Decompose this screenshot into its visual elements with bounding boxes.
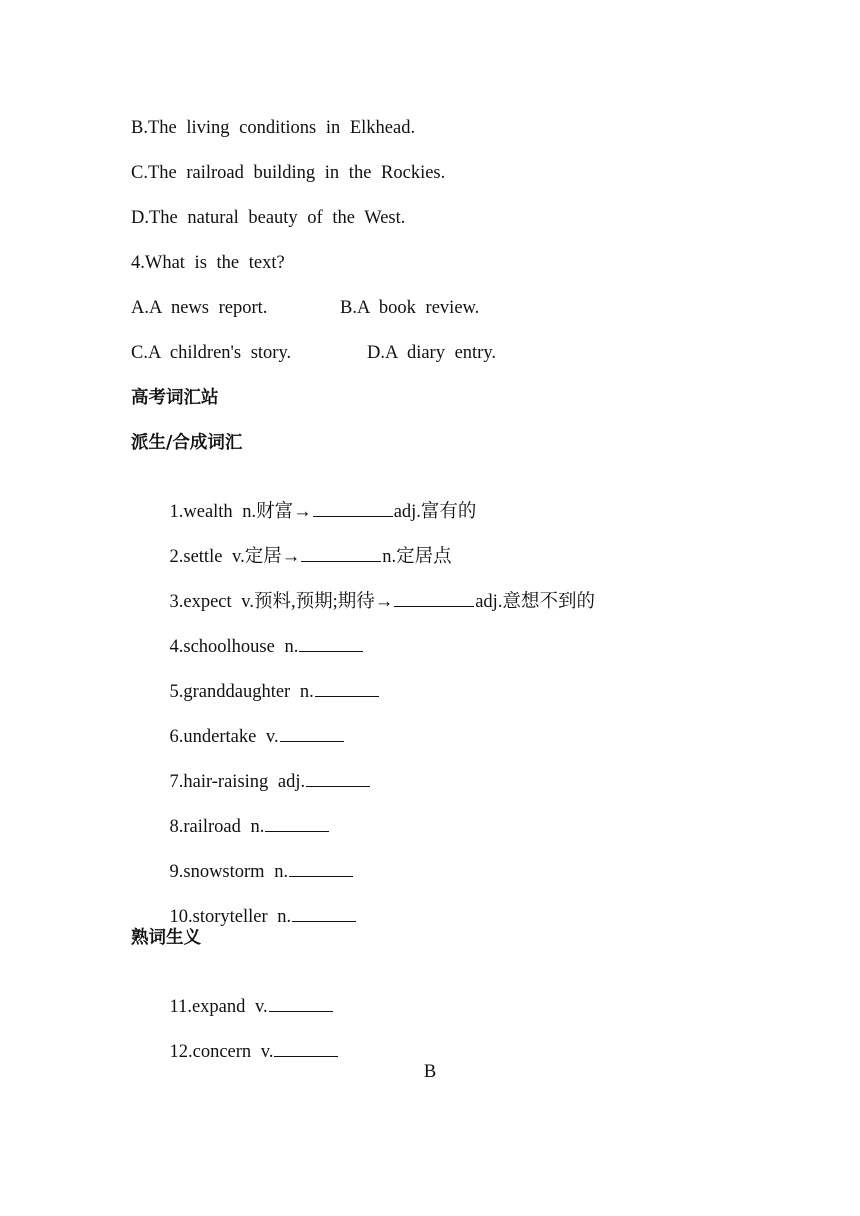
answer-blank[interactable] bbox=[313, 500, 393, 517]
answer-blank[interactable] bbox=[289, 860, 353, 877]
vocab-item-prompt: 5.granddaughter n. bbox=[169, 682, 314, 702]
answer-blank[interactable] bbox=[394, 590, 474, 607]
q4-option-c: C.A children's story. bbox=[131, 343, 292, 363]
vocab-item-prompt: 11.expand v. bbox=[169, 997, 268, 1017]
vocab-item-prompt: 1.wealth n.财富→ bbox=[169, 502, 312, 522]
q3-option-b: B.The living conditions in Elkhead. bbox=[131, 118, 416, 138]
vocab-item-prompt: 8.railroad n. bbox=[169, 817, 265, 837]
answer-blank[interactable] bbox=[315, 680, 379, 697]
vocab-item-prompt: 3.expect v.预料,预期;期待→ bbox=[169, 592, 394, 612]
subsection-title-derived: 派生/合成词汇 bbox=[131, 433, 243, 453]
vocab-item-prompt: 4.schoolhouse n. bbox=[169, 637, 299, 657]
answer-blank[interactable] bbox=[292, 905, 356, 922]
q4-option-b: B.A book review. bbox=[340, 298, 480, 318]
q3-option-c: C.The railroad building in the Rockies. bbox=[131, 163, 446, 183]
answer-blank[interactable] bbox=[274, 1040, 338, 1057]
answer-blank[interactable] bbox=[280, 725, 344, 742]
answer-blank[interactable] bbox=[306, 770, 370, 787]
vocab-item-prompt: 9.snowstorm n. bbox=[169, 862, 289, 882]
vocab-item-prompt: 6.undertake v. bbox=[169, 727, 279, 747]
vocab-item-prompt: 12.concern v. bbox=[169, 1042, 274, 1062]
answer-blank[interactable] bbox=[265, 815, 329, 832]
section-title: 高考词汇站 bbox=[131, 388, 219, 408]
vocab-item-prompt: 2.settle v.定居→ bbox=[169, 547, 301, 567]
q4-option-a: A.A news report. bbox=[131, 298, 268, 318]
vocab-item-answer-pos: n.定居点 bbox=[382, 547, 452, 567]
answer-blank[interactable] bbox=[299, 635, 363, 652]
vocab-item-prompt: 10.storyteller n. bbox=[169, 907, 292, 927]
passage-letter-heading: B bbox=[423, 1062, 437, 1082]
vocab-item-answer-pos: adj.意想不到的 bbox=[475, 592, 595, 612]
q3-option-d: D.The natural beauty of the West. bbox=[131, 208, 406, 228]
q4-stem: 4.What is the text? bbox=[131, 253, 285, 273]
q4-option-d: D.A diary entry. bbox=[367, 343, 497, 363]
vocab-item-prompt: 7.hair-raising adj. bbox=[169, 772, 306, 792]
answer-blank[interactable] bbox=[301, 545, 381, 562]
vocab-item-answer-pos: adj.富有的 bbox=[393, 502, 477, 522]
subsection-title-familiar: 熟词生义 bbox=[131, 928, 201, 948]
answer-blank[interactable] bbox=[269, 995, 333, 1012]
